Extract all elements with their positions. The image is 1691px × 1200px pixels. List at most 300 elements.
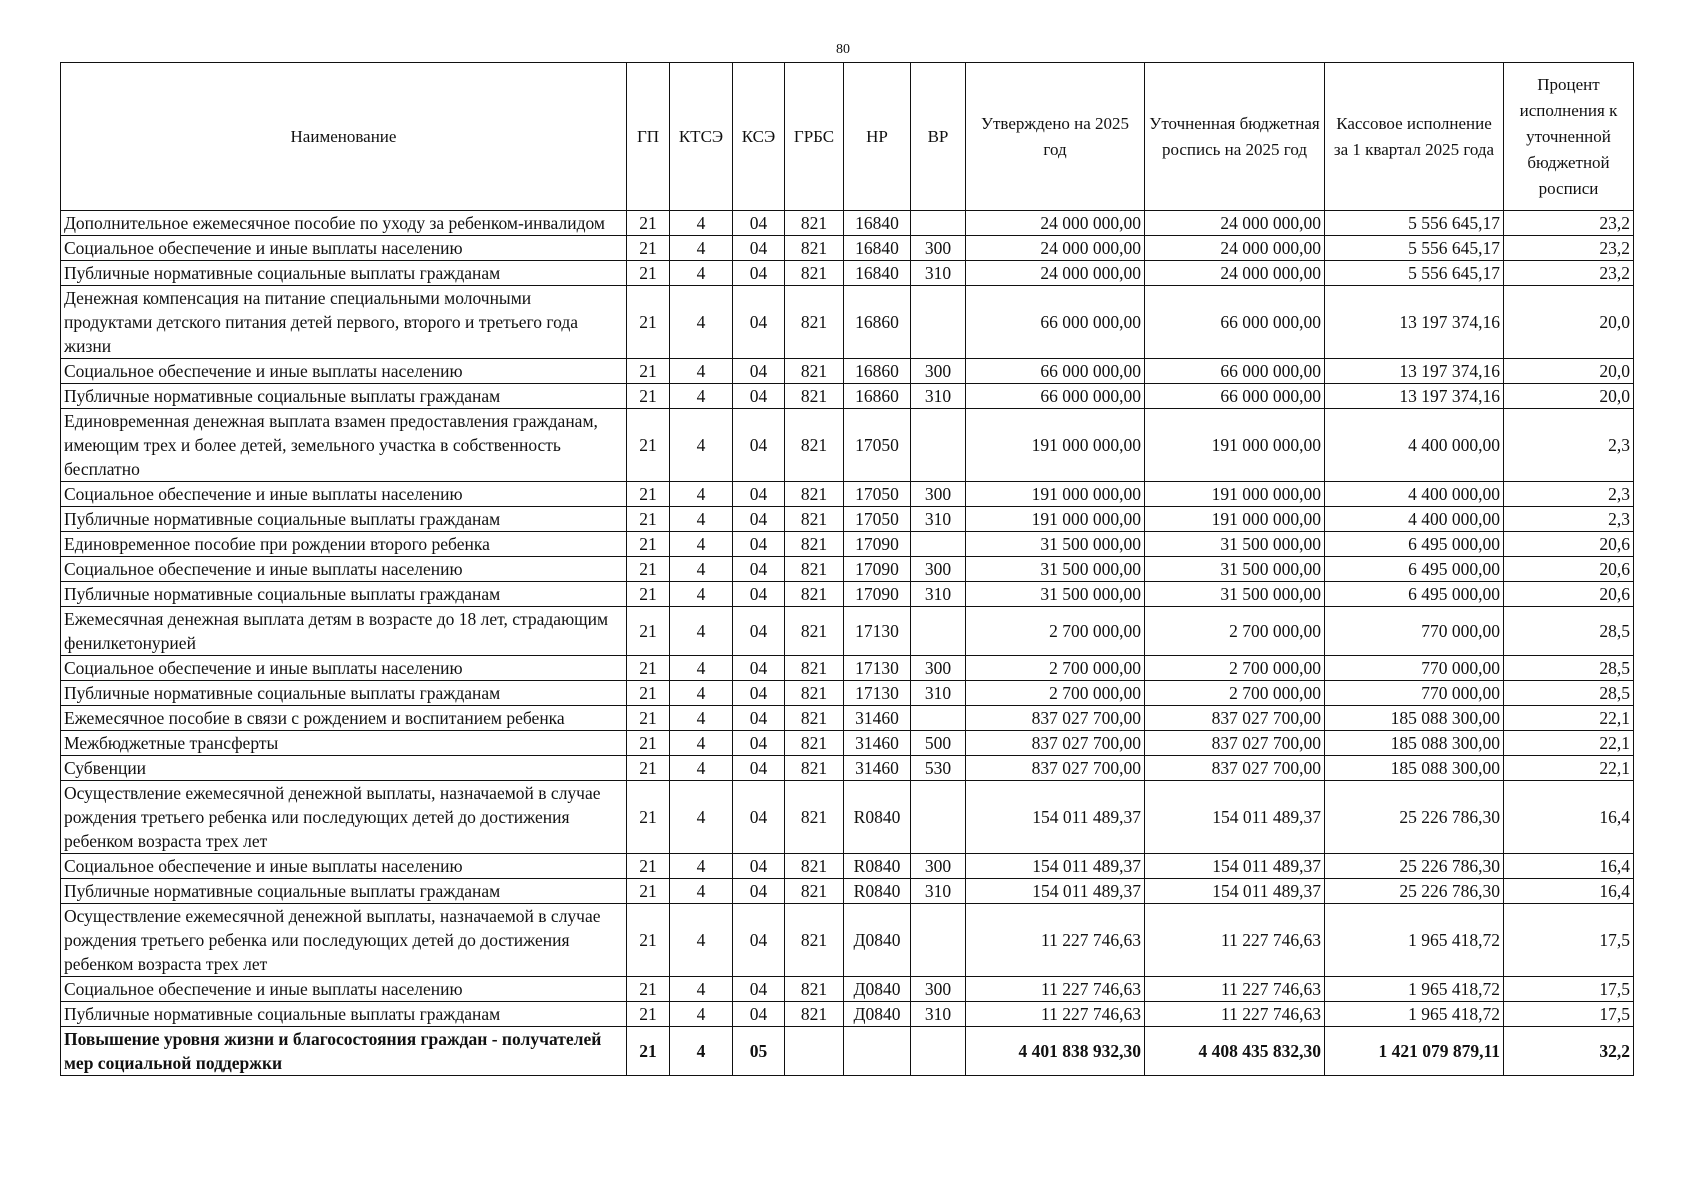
cell-cash: 6 495 000,00 [1325,532,1504,557]
cell-cash: 13 197 374,16 [1325,286,1504,359]
budget-table [60,62,1634,1076]
table-row [61,482,1634,507]
table-row [61,854,1634,879]
cell-vr: 300 [911,977,966,1002]
cell-revised: 191 000 000,00 [1145,409,1325,482]
cell-vr [911,607,966,656]
cell-name: Публичные нормативные социальные выплаты гражданам [61,681,627,706]
cell-revised: 31 500 000,00 [1145,532,1325,557]
cell-approved: 11 227 746,63 [966,1002,1145,1027]
cell-name: Социальное обеспечение и иные выплаты населению [61,236,627,261]
cell-nr: Д0840 [844,904,911,977]
cell-ktse: 4 [670,681,733,706]
cell-ktse: 4 [670,607,733,656]
cell-kse: 04 [733,384,785,409]
cell-nr: 17090 [844,582,911,607]
cell-vr: 500 [911,731,966,756]
cell-ktse: 4 [670,359,733,384]
cell-kse: 04 [733,557,785,582]
cell-gp: 21 [627,507,670,532]
cell-gp: 21 [627,781,670,854]
cell-approved: 4 401 838 932,30 [966,1027,1145,1076]
cell-percent: 28,5 [1504,607,1634,656]
cell-cash: 25 226 786,30 [1325,781,1504,854]
cell-kse: 04 [733,904,785,977]
cell-percent: 20,6 [1504,532,1634,557]
table-row [61,507,1634,532]
cell-ktse: 4 [670,286,733,359]
table-row [61,1027,1634,1076]
cell-cash: 770 000,00 [1325,607,1504,656]
cell-approved: 2 700 000,00 [966,607,1145,656]
cell-approved: 154 011 489,37 [966,879,1145,904]
table-header-row [61,63,1634,211]
table-row [61,532,1634,557]
cell-approved: 191 000 000,00 [966,482,1145,507]
cell-kse: 04 [733,706,785,731]
cell-nr: 31460 [844,731,911,756]
cell-grbs: 821 [785,261,844,286]
cell-grbs: 821 [785,582,844,607]
cell-grbs: 821 [785,681,844,706]
cell-kse: 04 [733,1002,785,1027]
cell-approved: 2 700 000,00 [966,681,1145,706]
cell-kse: 04 [733,482,785,507]
cell-percent: 23,2 [1504,211,1634,236]
cell-cash: 4 400 000,00 [1325,482,1504,507]
table-row [61,582,1634,607]
cell-nr: 16860 [844,384,911,409]
cell-percent: 16,4 [1504,781,1634,854]
cell-grbs: 821 [785,879,844,904]
cell-gp: 21 [627,211,670,236]
cell-vr: 300 [911,557,966,582]
cell-percent: 32,2 [1504,1027,1634,1076]
cell-ktse: 4 [670,854,733,879]
cell-name: Повышение уровня жизни и благосостояния граждан - получателей мер социальной поддержки [61,1027,627,1076]
cell-vr: 300 [911,236,966,261]
table-row [61,706,1634,731]
cell-nr: Д0840 [844,1002,911,1027]
cell-approved: 31 500 000,00 [966,532,1145,557]
cell-vr: 310 [911,507,966,532]
cell-ktse: 4 [670,582,733,607]
cell-revised: 154 011 489,37 [1145,879,1325,904]
header-approved: Утверждено на 2025 год [966,63,1145,211]
cell-gp: 21 [627,557,670,582]
header-cash: Кассовое исполнение за 1 квартал 2025 года [1325,63,1504,211]
cell-revised: 191 000 000,00 [1145,482,1325,507]
cell-gp: 21 [627,706,670,731]
cell-name: Социальное обеспечение и иные выплаты населению [61,359,627,384]
cell-cash: 1 965 418,72 [1325,904,1504,977]
cell-cash: 1 965 418,72 [1325,1002,1504,1027]
cell-kse: 04 [733,607,785,656]
cell-kse: 05 [733,1027,785,1076]
cell-name: Публичные нормативные социальные выплаты гражданам [61,507,627,532]
cell-percent: 23,2 [1504,261,1634,286]
cell-gp: 21 [627,1027,670,1076]
cell-approved: 2 700 000,00 [966,656,1145,681]
cell-percent: 20,0 [1504,384,1634,409]
cell-vr [911,409,966,482]
cell-percent: 20,0 [1504,286,1634,359]
cell-nr: 17050 [844,507,911,532]
table-row [61,904,1634,977]
table-body [61,211,1634,1076]
cell-vr: 300 [911,656,966,681]
cell-ktse: 4 [670,1002,733,1027]
cell-ktse: 4 [670,977,733,1002]
cell-name: Социальное обеспечение и иные выплаты населению [61,557,627,582]
cell-revised: 24 000 000,00 [1145,261,1325,286]
cell-kse: 04 [733,532,785,557]
cell-gp: 21 [627,854,670,879]
cell-revised: 66 000 000,00 [1145,384,1325,409]
cell-revised: 11 227 746,63 [1145,904,1325,977]
cell-kse: 04 [733,756,785,781]
cell-nr: 31460 [844,706,911,731]
cell-name: Публичные нормативные социальные выплаты гражданам [61,384,627,409]
cell-vr [911,904,966,977]
header-revised: Уточненная бюджетная роспись на 2025 год [1145,63,1325,211]
cell-cash: 185 088 300,00 [1325,756,1504,781]
cell-kse: 04 [733,507,785,532]
cell-nr: Д0840 [844,977,911,1002]
cell-gp: 21 [627,261,670,286]
cell-nr: 16840 [844,236,911,261]
header-percent: Процент исполнения к уточненной бюджетной росписи [1504,63,1634,211]
cell-vr [911,286,966,359]
cell-grbs: 821 [785,359,844,384]
cell-revised: 837 027 700,00 [1145,706,1325,731]
cell-grbs: 821 [785,756,844,781]
cell-grbs: 821 [785,532,844,557]
cell-kse: 04 [733,977,785,1002]
table-row [61,756,1634,781]
cell-approved: 154 011 489,37 [966,854,1145,879]
cell-cash: 1 965 418,72 [1325,977,1504,1002]
cell-vr: 300 [911,854,966,879]
cell-name: Осуществление ежемесячной денежной выплаты, назначаемой в случае рождения третьего ребенка или последующих детей до достижения ребенком возраста трех лет [61,781,627,854]
cell-grbs: 821 [785,211,844,236]
cell-grbs: 821 [785,1002,844,1027]
cell-vr: 310 [911,1002,966,1027]
cell-gp: 21 [627,384,670,409]
cell-revised: 31 500 000,00 [1145,582,1325,607]
cell-kse: 04 [733,261,785,286]
cell-cash: 5 556 645,17 [1325,236,1504,261]
cell-cash: 185 088 300,00 [1325,731,1504,756]
cell-gp: 21 [627,409,670,482]
cell-nr: 17090 [844,557,911,582]
table-row [61,359,1634,384]
cell-ktse: 4 [670,482,733,507]
cell-approved: 31 500 000,00 [966,582,1145,607]
cell-name: Социальное обеспечение и иные выплаты населению [61,656,627,681]
cell-percent: 2,3 [1504,482,1634,507]
header-name: Наименование [61,63,627,211]
table-row [61,781,1634,854]
header-vr: ВР [911,63,966,211]
cell-ktse: 4 [670,781,733,854]
cell-name: Публичные нормативные социальные выплаты гражданам [61,582,627,607]
cell-ktse: 4 [670,236,733,261]
header-gp: ГП [627,63,670,211]
cell-percent: 17,5 [1504,1002,1634,1027]
cell-grbs [785,1027,844,1076]
cell-cash: 770 000,00 [1325,681,1504,706]
cell-kse: 04 [733,359,785,384]
table-row [61,879,1634,904]
cell-ktse: 4 [670,211,733,236]
cell-nr: 16840 [844,261,911,286]
cell-revised: 191 000 000,00 [1145,507,1325,532]
cell-ktse: 4 [670,507,733,532]
cell-revised: 11 227 746,63 [1145,1002,1325,1027]
page-number: 80 [836,42,850,57]
cell-percent: 20,6 [1504,557,1634,582]
cell-gp: 21 [627,977,670,1002]
cell-grbs: 821 [785,607,844,656]
cell-grbs: 821 [785,236,844,261]
cell-approved: 66 000 000,00 [966,359,1145,384]
cell-vr [911,706,966,731]
cell-ktse: 4 [670,261,733,286]
cell-gp: 21 [627,879,670,904]
cell-revised: 11 227 746,63 [1145,977,1325,1002]
cell-ktse: 4 [670,532,733,557]
cell-percent: 17,5 [1504,977,1634,1002]
cell-nr: R0840 [844,854,911,879]
cell-name: Публичные нормативные социальные выплаты гражданам [61,261,627,286]
cell-nr: 17050 [844,482,911,507]
cell-cash: 1 421 079 879,11 [1325,1027,1504,1076]
cell-approved: 24 000 000,00 [966,261,1145,286]
cell-nr: R0840 [844,879,911,904]
cell-vr: 310 [911,261,966,286]
cell-approved: 11 227 746,63 [966,904,1145,977]
cell-kse: 04 [733,236,785,261]
cell-vr: 310 [911,879,966,904]
cell-ktse: 4 [670,656,733,681]
cell-ktse: 4 [670,756,733,781]
table-row [61,384,1634,409]
cell-ktse: 4 [670,1027,733,1076]
cell-percent: 23,2 [1504,236,1634,261]
cell-kse: 04 [733,681,785,706]
cell-gp: 21 [627,607,670,656]
table-row [61,977,1634,1002]
cell-cash: 13 197 374,16 [1325,384,1504,409]
cell-ktse: 4 [670,904,733,977]
cell-revised: 837 027 700,00 [1145,756,1325,781]
cell-percent: 20,6 [1504,582,1634,607]
cell-gp: 21 [627,359,670,384]
cell-cash: 25 226 786,30 [1325,879,1504,904]
cell-percent: 22,1 [1504,731,1634,756]
table-row [61,557,1634,582]
cell-percent: 20,0 [1504,359,1634,384]
cell-ktse: 4 [670,879,733,904]
cell-revised: 4 408 435 832,30 [1145,1027,1325,1076]
cell-cash: 5 556 645,17 [1325,211,1504,236]
cell-percent: 28,5 [1504,681,1634,706]
cell-gp: 21 [627,1002,670,1027]
cell-revised: 154 011 489,37 [1145,781,1325,854]
cell-vr: 310 [911,384,966,409]
cell-revised: 837 027 700,00 [1145,731,1325,756]
cell-vr [911,211,966,236]
cell-percent: 2,3 [1504,507,1634,532]
cell-vr [911,781,966,854]
cell-grbs: 821 [785,854,844,879]
cell-percent: 16,4 [1504,879,1634,904]
cell-nr: 17050 [844,409,911,482]
cell-percent: 22,1 [1504,756,1634,781]
cell-kse: 04 [733,781,785,854]
header-ktse: КТСЭ [670,63,733,211]
table-row [61,1002,1634,1027]
cell-grbs: 821 [785,482,844,507]
cell-name: Дополнительное ежемесячное пособие по уходу за ребенком-инвалидом [61,211,627,236]
cell-revised: 31 500 000,00 [1145,557,1325,582]
table-row [61,261,1634,286]
table-row [61,409,1634,482]
cell-grbs: 821 [785,904,844,977]
cell-approved: 837 027 700,00 [966,756,1145,781]
cell-gp: 21 [627,681,670,706]
cell-vr: 300 [911,359,966,384]
cell-cash: 6 495 000,00 [1325,557,1504,582]
cell-percent: 28,5 [1504,656,1634,681]
cell-gp: 21 [627,532,670,557]
cell-nr: 17130 [844,656,911,681]
table-row [61,731,1634,756]
cell-gp: 21 [627,482,670,507]
cell-revised: 2 700 000,00 [1145,681,1325,706]
cell-cash: 770 000,00 [1325,656,1504,681]
cell-grbs: 821 [785,977,844,1002]
cell-approved: 66 000 000,00 [966,384,1145,409]
cell-nr: 16860 [844,359,911,384]
cell-gp: 21 [627,656,670,681]
table-row [61,681,1634,706]
cell-nr: 17130 [844,607,911,656]
cell-vr [911,532,966,557]
table-row [61,236,1634,261]
cell-ktse: 4 [670,409,733,482]
cell-cash: 25 226 786,30 [1325,854,1504,879]
cell-revised: 24 000 000,00 [1145,211,1325,236]
cell-gp: 21 [627,236,670,261]
cell-vr: 300 [911,482,966,507]
cell-gp: 21 [627,756,670,781]
cell-name: Осуществление ежемесячной денежной выплаты, назначаемой в случае рождения третьего ребенка или последующих детей до достижения ребенком возраста трех лет [61,904,627,977]
cell-cash: 13 197 374,16 [1325,359,1504,384]
cell-vr [911,1027,966,1076]
cell-revised: 66 000 000,00 [1145,286,1325,359]
cell-vr: 310 [911,582,966,607]
cell-name: Субвенции [61,756,627,781]
cell-grbs: 821 [785,557,844,582]
cell-gp: 21 [627,582,670,607]
cell-nr: 17130 [844,681,911,706]
cell-nr [844,1027,911,1076]
cell-revised: 24 000 000,00 [1145,236,1325,261]
cell-grbs: 821 [785,507,844,532]
cell-name: Денежная компенсация на питание специальными молочными продуктами детского питания детей первого, второго и третьего года жизни [61,286,627,359]
cell-kse: 04 [733,211,785,236]
cell-approved: 66 000 000,00 [966,286,1145,359]
cell-percent: 2,3 [1504,409,1634,482]
cell-name: Социальное обеспечение и иные выплаты населению [61,482,627,507]
cell-cash: 4 400 000,00 [1325,409,1504,482]
cell-cash: 5 556 645,17 [1325,261,1504,286]
cell-name: Межбюджетные трансферты [61,731,627,756]
cell-approved: 191 000 000,00 [966,507,1145,532]
cell-name: Ежемесячное пособие в связи с рождением и воспитанием ребенка [61,706,627,731]
cell-name: Социальное обеспечение и иные выплаты населению [61,854,627,879]
cell-vr: 530 [911,756,966,781]
table-row [61,211,1634,236]
cell-nr: 17090 [844,532,911,557]
cell-approved: 154 011 489,37 [966,781,1145,854]
cell-grbs: 821 [785,286,844,359]
cell-percent: 17,5 [1504,904,1634,977]
cell-kse: 04 [733,879,785,904]
cell-name: Ежемесячная денежная выплата детям в возрасте до 18 лет, страдающим фенилкетонурией [61,607,627,656]
cell-approved: 191 000 000,00 [966,409,1145,482]
cell-kse: 04 [733,409,785,482]
cell-gp: 21 [627,731,670,756]
cell-nr: 16840 [844,211,911,236]
cell-revised: 2 700 000,00 [1145,607,1325,656]
cell-approved: 24 000 000,00 [966,211,1145,236]
cell-nr: R0840 [844,781,911,854]
cell-name: Единовременная денежная выплата взамен предоставления гражданам, имеющим трех и более детей, земельного участка в собственность бесплатно [61,409,627,482]
cell-grbs: 821 [785,409,844,482]
cell-kse: 04 [733,854,785,879]
cell-gp: 21 [627,286,670,359]
cell-kse: 04 [733,656,785,681]
cell-approved: 11 227 746,63 [966,977,1145,1002]
cell-kse: 04 [733,582,785,607]
cell-grbs: 821 [785,384,844,409]
cell-name: Социальное обеспечение и иные выплаты населению [61,977,627,1002]
cell-ktse: 4 [670,706,733,731]
cell-approved: 837 027 700,00 [966,731,1145,756]
cell-ktse: 4 [670,557,733,582]
cell-cash: 185 088 300,00 [1325,706,1504,731]
cell-kse: 04 [733,286,785,359]
cell-ktse: 4 [670,731,733,756]
cell-nr: 16860 [844,286,911,359]
cell-grbs: 821 [785,656,844,681]
cell-approved: 24 000 000,00 [966,236,1145,261]
table-row [61,656,1634,681]
header-grbs: ГРБС [785,63,844,211]
cell-vr: 310 [911,681,966,706]
header-nr: НР [844,63,911,211]
cell-name: Публичные нормативные социальные выплаты гражданам [61,879,627,904]
cell-grbs: 821 [785,781,844,854]
cell-percent: 22,1 [1504,706,1634,731]
cell-revised: 2 700 000,00 [1145,656,1325,681]
cell-cash: 6 495 000,00 [1325,582,1504,607]
table-row [61,607,1634,656]
cell-cash: 4 400 000,00 [1325,507,1504,532]
